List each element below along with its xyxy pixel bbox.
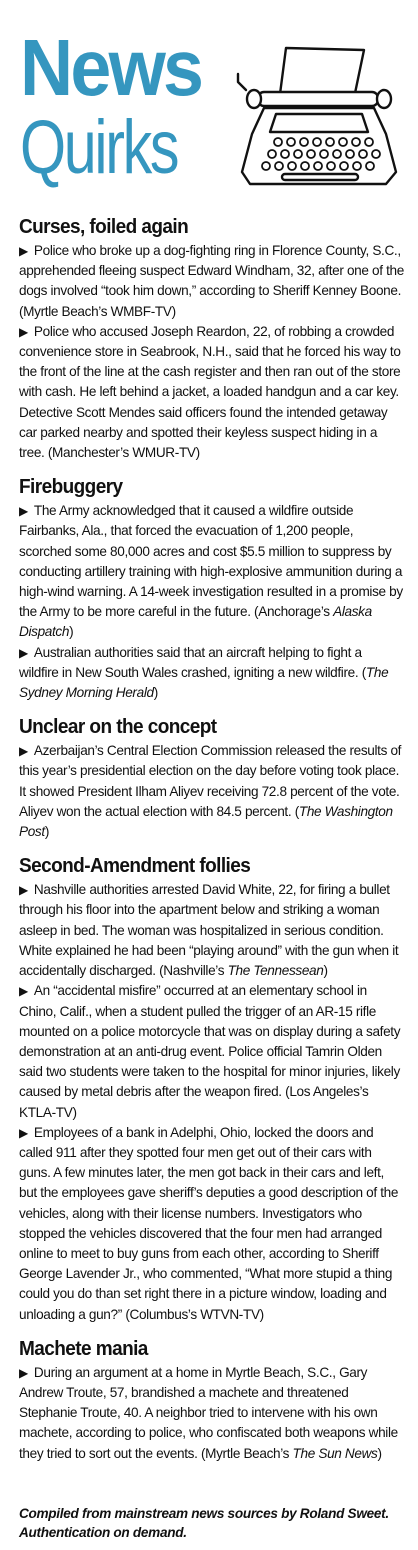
section-heading: Curses, foiled again [19, 216, 189, 238]
publication-name: The Tennessean [227, 963, 324, 979]
news-item [19, 643, 404, 704]
triangle-bullet-icon: ▶ [19, 1125, 28, 1140]
section-heading: Machete mania [19, 1337, 148, 1360]
news-content [19, 215, 404, 1476]
compiled-by-credit: Compiled from mainstream news sources by Roland Sweet. Authentication on demand. [19, 1506, 389, 1540]
news-section [19, 215, 404, 463]
item-text: Police who broke up a dog-fighting ring in Florence County, S.C., apprehended fleeing suspect Edward Windham, 32, after one of the dogs involved “took him down,” according to Sheriff Kenney Boone. (Myrtle Beach’s WMBF-TV) [19, 243, 404, 319]
item-text: The Army acknowledged that it caused a wildfire outside Fairbanks, Ala., that forced the evacuation of 1,200 people, scorched some 80,000 acres and cost $5.5 million to suppress by conducting artillery training with high-explosive ammunition during a high-wind warning. A 14-week investigation resulted in a promise by the Army to be more careful in the future. (Anchorage’s [19, 503, 403, 620]
triangle-bullet-icon: ▶ [19, 1365, 28, 1380]
item-text: Nashville authorities arrested David White, 22, for firing a bullet through his floor into the apartment below and striking a woman asleep in bed. The woman was hospitalized in serious condition. White explained he had been “playing around” with the gun when it accidentally discharged. (Nashville’s [19, 882, 399, 979]
item-text: Employees of a bank in Adelphi, Ohio, locked the doors and called 911 after they spotted four men get out of their cars with guns. A few minutes later, the men got back in their cars and left, but the employees gave sheriff’s deputies a good description of the vehicles, along with their license numbers. Investigators who stopped the vehicles discovered that the four men had arranged online to meet to buy guns from each other, according to Sheriff George Lavender Jr., who commented, “What more stupid a thing could you do than set right there in a picture window, loading and unloading a gun?” (Columbus’s WTVN-TV) [19, 1124, 399, 1322]
news-item [19, 501, 404, 642]
news-item [19, 981, 404, 1122]
item-text: ) [69, 624, 74, 640]
section-heading: Firebuggery [19, 476, 123, 499]
triangle-bullet-icon: ▶ [19, 645, 28, 660]
triangle-bullet-icon: ▶ [19, 744, 28, 759]
news-item [19, 241, 404, 322]
typewriter-icon [236, 42, 406, 192]
triangle-bullet-icon: ▶ [19, 984, 28, 999]
triangle-bullet-icon: ▶ [19, 324, 28, 339]
news-section [19, 854, 404, 1324]
item-text: ) [44, 824, 49, 840]
triangle-bullet-icon: ▶ [19, 244, 28, 258]
item-text: ) [323, 963, 328, 979]
item-text: Azerbaijan’s Central Election Commission released the results of this year’s presidential election on the day before voting took place. It showed President Ilham Aliyev receiving 72.8 percent of the vote. Aliyev won the actual election with 84.5 percent. ( [19, 743, 402, 819]
news-section [19, 715, 404, 842]
news-item [19, 322, 404, 463]
item-text: Police who accused Joseph Reardon, 22, of robbing a crowded convenience store in Seabrook, N.H., said that he forced his way to the front of the line at the cash register and then ran out of the store with cash. He left behind a jacket, a loaded handgun and a car key. Detective Scott Mendes said officers found the intended getaway car parked nearby and spotted their keyless suspect hiding in a tree. (Manchester’s WMUR-TV) [19, 323, 401, 461]
news-item [19, 1363, 404, 1464]
item-text: Australian authorities said that an aircraft helping to fight a wildfire in New South Wales crashed, igniting a new wildfire. ( [19, 644, 366, 680]
item-text: An “accidental misfire” occurred at an elementary school in Chino, Calif., when a student pulled the trigger of an AR-15 rifle mounted on a police motorcycle that was on display during a safety demonstration at an anti-drug event. Police official Tamrin Olden said two students were taken to the hospital for minor injuries, likely caused by metal debris after the weapon fired. (Los Angeles’s KTLA-TV) [19, 983, 401, 1120]
masthead-title-news: News [20, 23, 202, 112]
news-section [19, 1337, 404, 1464]
news-item [19, 1123, 404, 1325]
publication-name: The Washington Post [19, 803, 393, 840]
news-section [19, 475, 404, 703]
section-heading: Unclear on the concept [19, 716, 217, 739]
item-text: ) [153, 685, 158, 701]
item-text: During an argument at a home in Myrtle Beach, S.C., Gary Andrew Troute, 57, brandished a machete and threatened Stephanie Troute, 40. A neighbor tried to intervene with his own machete, according to police, who confiscated both weapons while they tried to sort out the events. (Myrtle Beach’s [19, 1364, 398, 1461]
triangle-bullet-icon: ▶ [19, 504, 28, 519]
section-heading: Second-Amendment follies [19, 855, 251, 878]
publication-name: Alaska Dispatch [19, 604, 372, 640]
masthead [14, 23, 404, 190]
item-text: ) [377, 1445, 382, 1461]
news-item [19, 880, 404, 981]
masthead-title-quirks: Quirks [20, 105, 178, 190]
publication-name: The Sydney Morning Herald [19, 664, 389, 701]
publication-name: The Sun News [292, 1445, 378, 1461]
triangle-bullet-icon: ▶ [19, 883, 28, 898]
news-item [19, 741, 404, 842]
